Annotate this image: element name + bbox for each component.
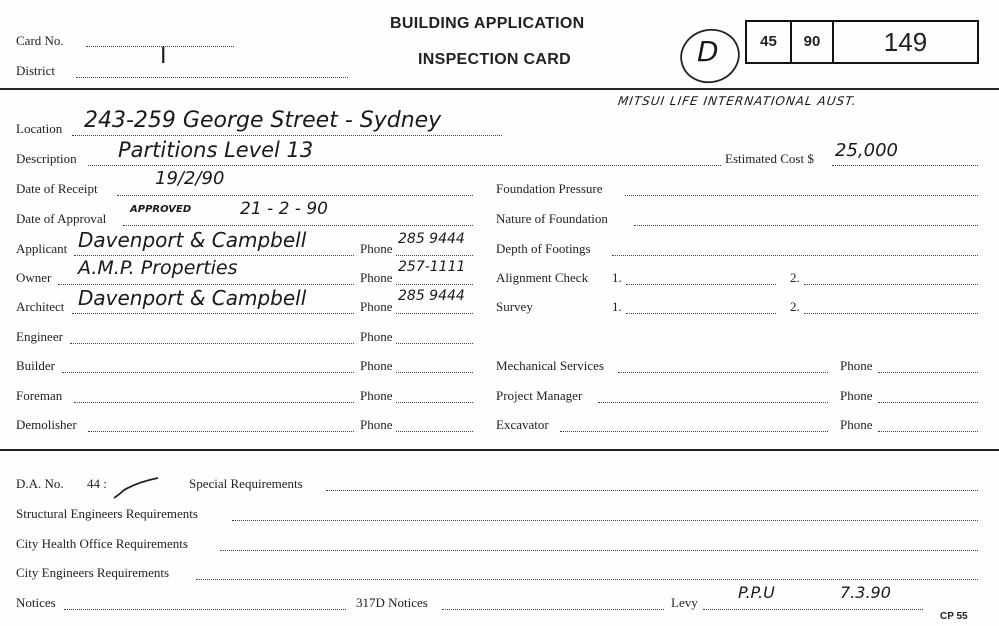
survey-two-label: 2. [790, 299, 800, 314]
foundation-pressure-label: Foundation Pressure [496, 181, 603, 196]
box-num-1: 45 [760, 33, 777, 50]
foreman-line[interactable] [74, 402, 354, 403]
owner-value: A.M.P. Properties [78, 257, 238, 279]
health-line[interactable] [220, 550, 978, 551]
foundation-pressure-line[interactable] [625, 195, 978, 196]
excavator-phone-label: Phone [840, 417, 873, 432]
mechanical-label: Mechanical Services [496, 358, 604, 373]
estimated-cost-label: Estimated Cost $ [725, 151, 814, 166]
architect-phone-label: Phone [360, 299, 393, 314]
applicant-phone-value: 285 9444 [398, 231, 465, 247]
owner-phone-value: 257-1111 [398, 259, 466, 275]
applicant-label: Applicant [16, 241, 68, 256]
box-num-2: 90 [803, 33, 821, 50]
survey-one-line[interactable] [626, 313, 776, 314]
engineer-phone-label: Phone [360, 329, 393, 344]
date-receipt-line[interactable] [117, 195, 473, 196]
district-label: District [16, 63, 55, 78]
alignment-check-label: Alignment Check [496, 270, 589, 285]
levy-date: 7.3.90 [840, 583, 891, 602]
description-value: Partitions Level 13 [118, 138, 314, 162]
title-line1: BUILDING APPLICATION [390, 15, 585, 32]
project-manager-phone-line[interactable] [878, 402, 978, 403]
mechanical-phone-line[interactable] [878, 372, 978, 373]
depth-footings-line[interactable] [612, 255, 978, 256]
description-label: Description [16, 151, 77, 166]
foreman-phone-line[interactable] [396, 402, 473, 403]
owner-phone-label: Phone [360, 270, 393, 285]
owner-note: MITSUI LIFE INTERNATIONAL AUST. [617, 94, 858, 108]
engineer-label: Engineer [16, 329, 63, 344]
demolisher-line[interactable] [88, 431, 354, 432]
alignment-one-line[interactable] [626, 284, 776, 285]
box-num-3: 149 [883, 27, 928, 57]
engineer-line[interactable] [70, 343, 354, 344]
date-approval-line[interactable] [123, 225, 473, 226]
owner-label: Owner [16, 270, 52, 285]
date-approval-stamp: APPROVED [130, 204, 192, 215]
applicant-line[interactable] [74, 255, 354, 256]
levy-value: P.P.U [738, 583, 775, 602]
mechanical-line[interactable] [618, 372, 828, 373]
applicant-phone-line[interactable] [396, 255, 473, 256]
demolisher-phone-label: Phone [360, 417, 393, 432]
date-approval-label: Date of Approval [16, 211, 107, 226]
da-no-label: D.A. No. [16, 476, 64, 491]
survey-one-label: 1. [612, 299, 622, 314]
architect-label: Architect [16, 299, 65, 314]
circle-mark-text: D [697, 35, 719, 68]
project-manager-label: Project Manager [496, 388, 583, 403]
survey-two-line[interactable] [804, 313, 978, 314]
owner-phone-line[interactable] [396, 284, 473, 285]
architect-line[interactable] [72, 313, 354, 314]
mechanical-phone-label: Phone [840, 358, 873, 373]
levy-label: Levy [671, 595, 698, 610]
form-code: CP 55 [940, 611, 968, 622]
nature-foundation-line[interactable] [634, 225, 978, 226]
project-manager-line[interactable] [598, 402, 828, 403]
date-receipt-value: 19/2/90 [155, 168, 225, 189]
location-value: 243-259 George Street - Sydney [84, 108, 442, 133]
special-req-label: Special Requirements [189, 476, 303, 491]
city-eng-line[interactable] [196, 579, 978, 580]
city-eng-label: City Engineers Requirements [16, 565, 170, 580]
architect-phone-value: 285 9444 [398, 288, 465, 304]
location-label: Location [16, 121, 63, 136]
alignment-one-label: 1. [612, 270, 622, 285]
alignment-two-label: 2. [790, 270, 800, 285]
section-rule [0, 449, 999, 451]
demolisher-label: Demolisher [16, 417, 77, 432]
notices-317d-line[interactable] [442, 609, 664, 610]
project-manager-phone-label: Phone [840, 388, 873, 403]
notices-label: Notices [16, 595, 56, 610]
excavator-phone-line[interactable] [878, 431, 978, 432]
foreman-phone-label: Phone [360, 388, 393, 403]
applicant-phone-label: Phone [360, 241, 393, 256]
applicant-value: Davenport & Campbell [78, 228, 307, 252]
builder-line[interactable] [62, 372, 354, 373]
builder-phone-label: Phone [360, 358, 393, 373]
card-no-label: Card No. [16, 33, 64, 48]
architect-value: Davenport & Campbell [78, 286, 307, 310]
district-line[interactable] [76, 77, 348, 78]
description-line[interactable] [88, 165, 721, 166]
survey-label: Survey [496, 299, 533, 314]
tick-mark-icon [112, 476, 160, 500]
foreman-label: Foreman [16, 388, 63, 403]
architect-phone-line[interactable] [396, 313, 473, 314]
excavator-line[interactable] [560, 431, 828, 432]
engineer-phone-line[interactable] [396, 343, 473, 344]
da-no-value: 44 : [87, 476, 107, 491]
builder-phone-line[interactable] [396, 372, 473, 373]
structural-line[interactable] [232, 520, 978, 521]
date-approval-value: 21 - 2 - 90 [240, 199, 328, 219]
notices-line[interactable] [64, 609, 346, 610]
depth-footings-label: Depth of Footings [496, 241, 591, 256]
date-receipt-label: Date of Receipt [16, 181, 98, 196]
estimated-cost-value: 25,000 [835, 140, 898, 161]
owner-line[interactable] [58, 284, 354, 285]
builder-label: Builder [16, 358, 55, 373]
structural-label: Structural Engineers Requirements [16, 506, 198, 521]
excavator-label: Excavator [496, 417, 549, 432]
demolisher-phone-line[interactable] [396, 431, 473, 432]
health-label: City Health Office Requirements [16, 536, 188, 551]
location-line[interactable] [72, 135, 502, 136]
district-value: I [160, 44, 167, 69]
special-req-line[interactable] [326, 490, 978, 491]
levy-line[interactable] [703, 609, 923, 610]
header-rule [0, 88, 999, 90]
notices-317d-label: 317D Notices [356, 595, 428, 610]
estimated-cost-line[interactable] [832, 165, 978, 166]
alignment-two-line[interactable] [804, 284, 978, 285]
title-line2: INSPECTION CARD [418, 51, 571, 68]
nature-foundation-label: Nature of Foundation [496, 211, 608, 226]
